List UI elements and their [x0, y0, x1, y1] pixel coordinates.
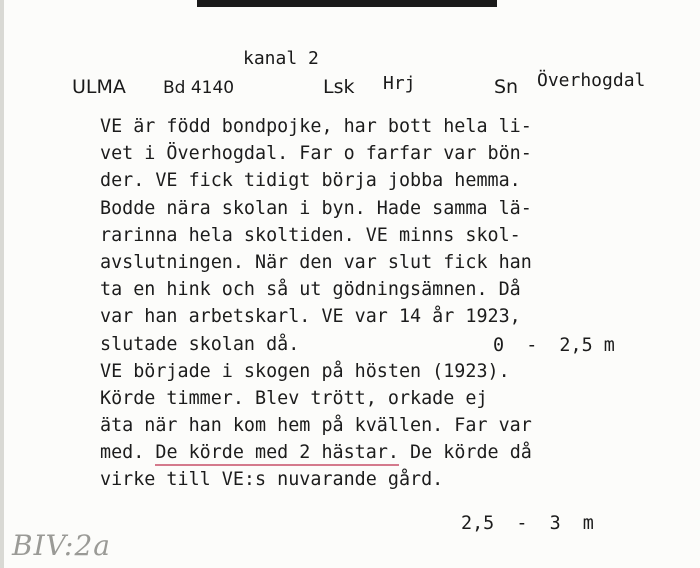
lsk-label: Lsk — [323, 76, 355, 98]
source-label: ULMA — [72, 76, 126, 98]
transcript-line: VE är född bondpojke, har bott hela li- — [100, 116, 532, 137]
line-suffix: De körde då — [398, 442, 532, 464]
transcript-line-underlined — [100, 439, 532, 466]
transcript-line: ta en hink och så ut gödningsämnen. Då — [100, 279, 521, 301]
transcript-line: Körde timmer. Blev trött, orkade ej — [100, 387, 488, 409]
tape-measure-2: 2,5 - 3 m — [461, 513, 594, 534]
transcript-line: virke till VE:s nuvarande gård. — [100, 469, 444, 491]
transcript-body — [100, 113, 532, 494]
lsk-value: Hrj — [383, 73, 416, 94]
sn-label: Sn — [494, 76, 519, 98]
archive-mark: BIV:2a — [12, 529, 111, 562]
channel-label: kanal 2 — [243, 48, 319, 69]
tape-measure-1: 0 - 2,5 m — [493, 335, 615, 356]
transcript-line: Bodde nära skolan i byn. Hade samma lä- — [100, 197, 532, 219]
transcript-line: avslutningen. När den var slut fick han — [100, 251, 532, 273]
transcript-line: äta när han kom hem på kvällen. Far var — [100, 415, 532, 437]
transcript-line: vet i Överhogdal. Far o farfar var bön- — [100, 143, 532, 165]
transcript-line: var han arbetskarl. VE var 14 år 1923, — [100, 306, 521, 328]
card-edge — [0, 0, 4, 568]
underlined-phrase: De körde med 2 hästar. — [155, 442, 399, 466]
transcript-line: slutade skolan då. — [100, 333, 300, 355]
transcript-line: der. VE fick tidigt börja jobba hemma. — [100, 170, 521, 192]
transcript-line: VE började i skogen på hösten (1923). — [100, 360, 510, 382]
line-prefix: med. — [100, 442, 156, 464]
volume-label: Bd 4140 — [163, 78, 235, 98]
sn-value: Överhogdal — [537, 70, 646, 91]
transcript-line: rarinna hela skoltiden. VE minns skol- — [100, 224, 521, 246]
card-top-bar — [197, 0, 497, 7]
